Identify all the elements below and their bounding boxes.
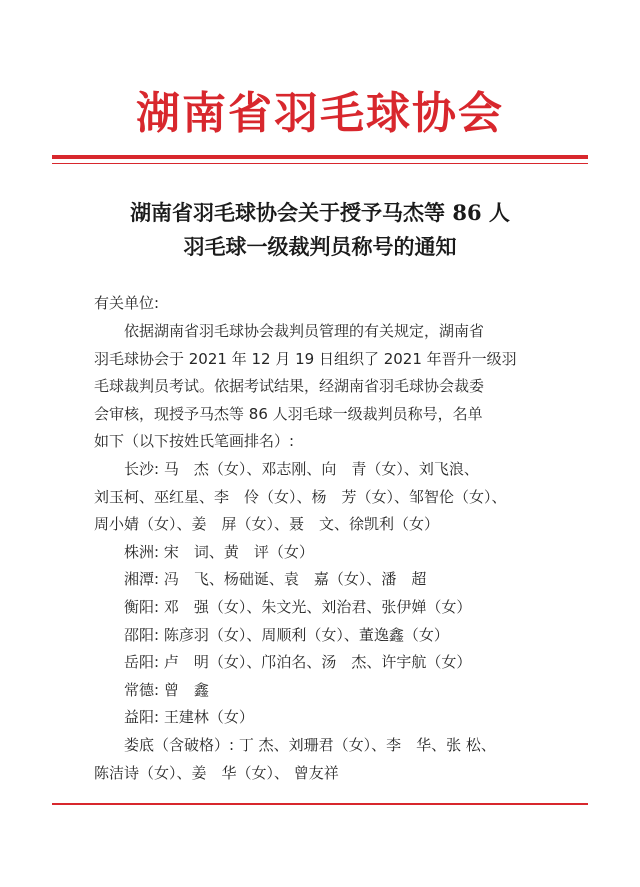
org-letterhead-title: 湖南省羽毛球协会 (136, 88, 504, 139)
list-item: 周小婧（女）、姜 屏（女）、聂 文、徐凯利（女） (94, 515, 440, 534)
paragraph-line: 毛球裁判员考试。依据考试结果，经湖南省羽毛球协会裁委 (94, 377, 485, 396)
list-item: 陈洁诗（女）、姜 华（女）、 曾友祥 (94, 763, 339, 782)
paragraph-line: 如下（以下按姓氏笔画排名）: (94, 432, 295, 451)
letterhead-rule-thick (52, 155, 588, 159)
list-item: 邵阳: 陈彦羽（女）、周顺利（女）、董逸鑫（女） (124, 625, 449, 644)
list-item: 湘潭: 冯 飞、杨础诞、袁 嘉（女）、潘 超 (124, 570, 427, 589)
paragraph-line: 羽毛球协会于 2021 年 12 月 19 日组织了 2021 年晋升一级羽 (94, 349, 517, 368)
list-item: 长沙: 马 杰（女）、邓志刚、向 青（女）、刘飞浪、 (124, 460, 479, 478)
list-item: 刘玉柯、巫红星、李 伶（女）、杨 芳（女）、邹智伦（女）、 (94, 487, 507, 506)
letterhead-rule-thin (52, 163, 588, 164)
referee-list (94, 456, 534, 787)
list-item: 娄底（含破格）: 丁 杰、刘珊君（女）、李 华、张 松、 (124, 735, 496, 754)
list-item: 常德: 曾 鑫 (124, 680, 209, 699)
document-title-line-2: 羽毛球一级裁判员称号的通知 (183, 234, 457, 259)
list-item: 株洲: 宋 词、黄 评（女） (124, 542, 314, 561)
list-item: 益阳: 王建林（女） (124, 708, 254, 727)
footer-rule (52, 803, 588, 805)
body-paragraph (94, 318, 534, 456)
addressee: 有关单位: (94, 294, 160, 312)
document-title-line-1: 湖南省羽毛球协会关于授予马杰等 86 人 (130, 200, 510, 225)
paragraph-line: 依据湖南省羽毛球协会裁判员管理的有关规定，湖南省 (124, 322, 485, 340)
list-item: 岳阳: 卢 明（女）、邝泊名、汤 杰、许宇航（女） (124, 653, 472, 672)
paragraph-line: 会审核，现授予马杰等 86 人羽毛球一级裁判员称号，名单 (94, 404, 483, 423)
list-item: 衡阳: 邓 强（女）、朱文光、刘治君、张伊婵（女） (124, 597, 472, 616)
